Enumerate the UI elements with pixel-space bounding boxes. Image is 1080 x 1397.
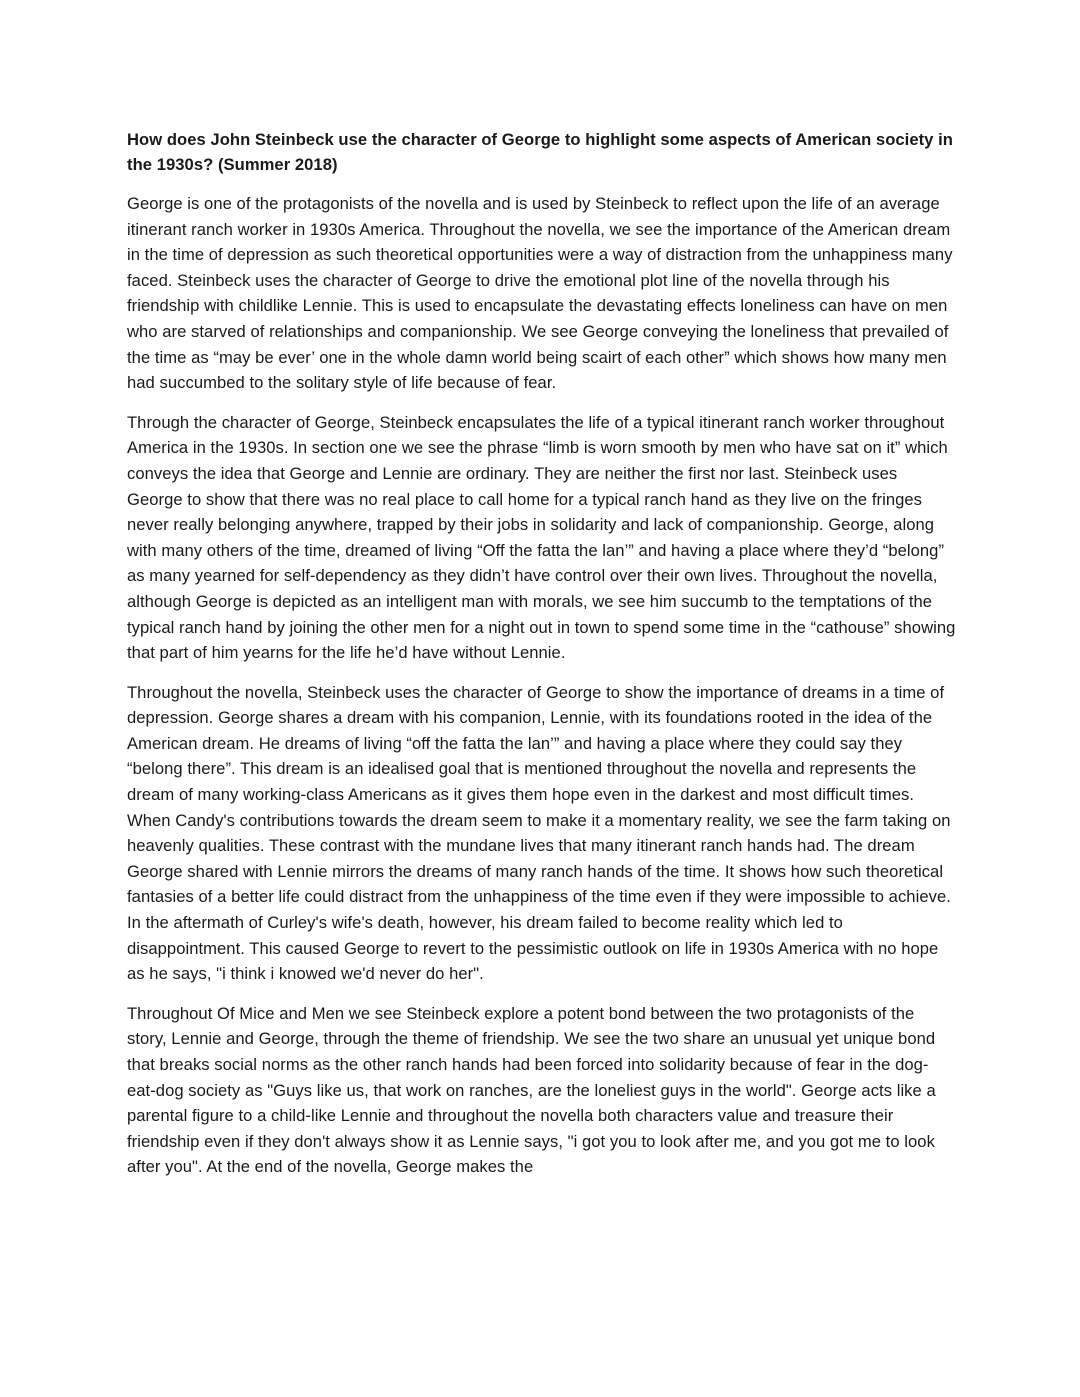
paragraph-3: Throughout the novella, Steinbeck uses the character of George to show the importance of dreams in a time of depression. George shares a dream with his companion, Lennie, with its foundations rooted in the idea of the American dream. He dreams of living “off the fatta the lan’” and having a place where they could say they “belong there”. This dream is an idealised goal that is mentioned throughout the novella and represents the dream of many working-class Americans as it gives them hope even in the darkest and most difficult times. When Candy's contributions towards the dream seem to make it a momentary reality, we see the farm taking on heavenly qualities. These contrast with the mundane lives that many itinerant ranch hands had. The dream George shared with Lennie mirrors the dreams of many ranch hands of the time. It shows how such theoretical fantasies of a better life could distract from the unhappiness of the time even if they were impossible to achieve. In the aftermath of Curley's wife's death, however, his dream failed to become reality which led to disappointment. This caused George to revert to the pessimistic outlook on life in 1930s America with no hope as he says, "i think i knowed we'd never do her". (127, 682, 951, 984)
paragraph-2: Through the character of George, Steinbeck encapsulates the life of a typical itinerant ranch worker throughout America in the 1930s. In section one we see the phrase “limb is worn smooth by men who have sat on it” which conveys the idea that George and Lennie are ordinary. They are neither the first nor last. Steinbeck uses George to show that there was no real place to call home for a typical ranch hand as they live on the fringes never really belonging anywhere, trapped by their jobs in solidarity and lack of companionship. George, along with many others of the time, dreamed of living “Off the fatta the lan’” and having a place where they’d “belong” as many yearned for self-dependency as they didn’t have control over their own lives. Throughout the novella, although George is depicted as an intelligent man with morals, we see him succumb to the temptations of the typical ranch hand by joining the other men for a night out in town to spend some time in the “cathouse” showing that part of him yearns for the life he’d have without Lennie. (127, 412, 956, 663)
paragraph-1: George is one of the protagonists of the novella and is used by Steinbeck to reflect upon the life of an average itinerant ranch worker in 1930s America. Throughout the novella, we see the importance of the American dream in the time of depression as such theoretical opportunities were a way of distraction from the unhappiness many faced. Steinbeck uses the character of George to drive the emotional plot line of the novella through his friendship with childlike Lennie. This is used to encapsulate the devastating effects loneliness can have on men who are starved of relationships and companionship. We see George conveying the loneliness that prevailed of the time as “may be ever’ one in the whole damn world being scairt of each other” which shows how many men had succumbed to the solitary style of life because of fear. (127, 194, 953, 393)
paragraph-4: Throughout Of Mice and Men we see Steinbeck explore a potent bond between the two protagonists of the story, Lennie and George, through the theme of friendship. We see the two share an unusual yet unique bond that breaks social norms as the other ranch hands had been forced into solidarity because of fear in the dog-eat-dog society as "Guys like us, that work on ranches, are the loneliest guys in the world". George acts like a parental figure to a child-like Lennie and throughout the novella both characters value and treasure their friendship even if they don't always show it as Lennie says, "i got you to look after me, and you got me to look after you". At the end of the novella, George makes the (127, 1003, 936, 1177)
essay-title: How does John Steinbeck use the character of George to highlight some aspects of American society in the 1930s? (Summer 2018) (127, 130, 953, 174)
document-page (127, 127, 957, 1194)
